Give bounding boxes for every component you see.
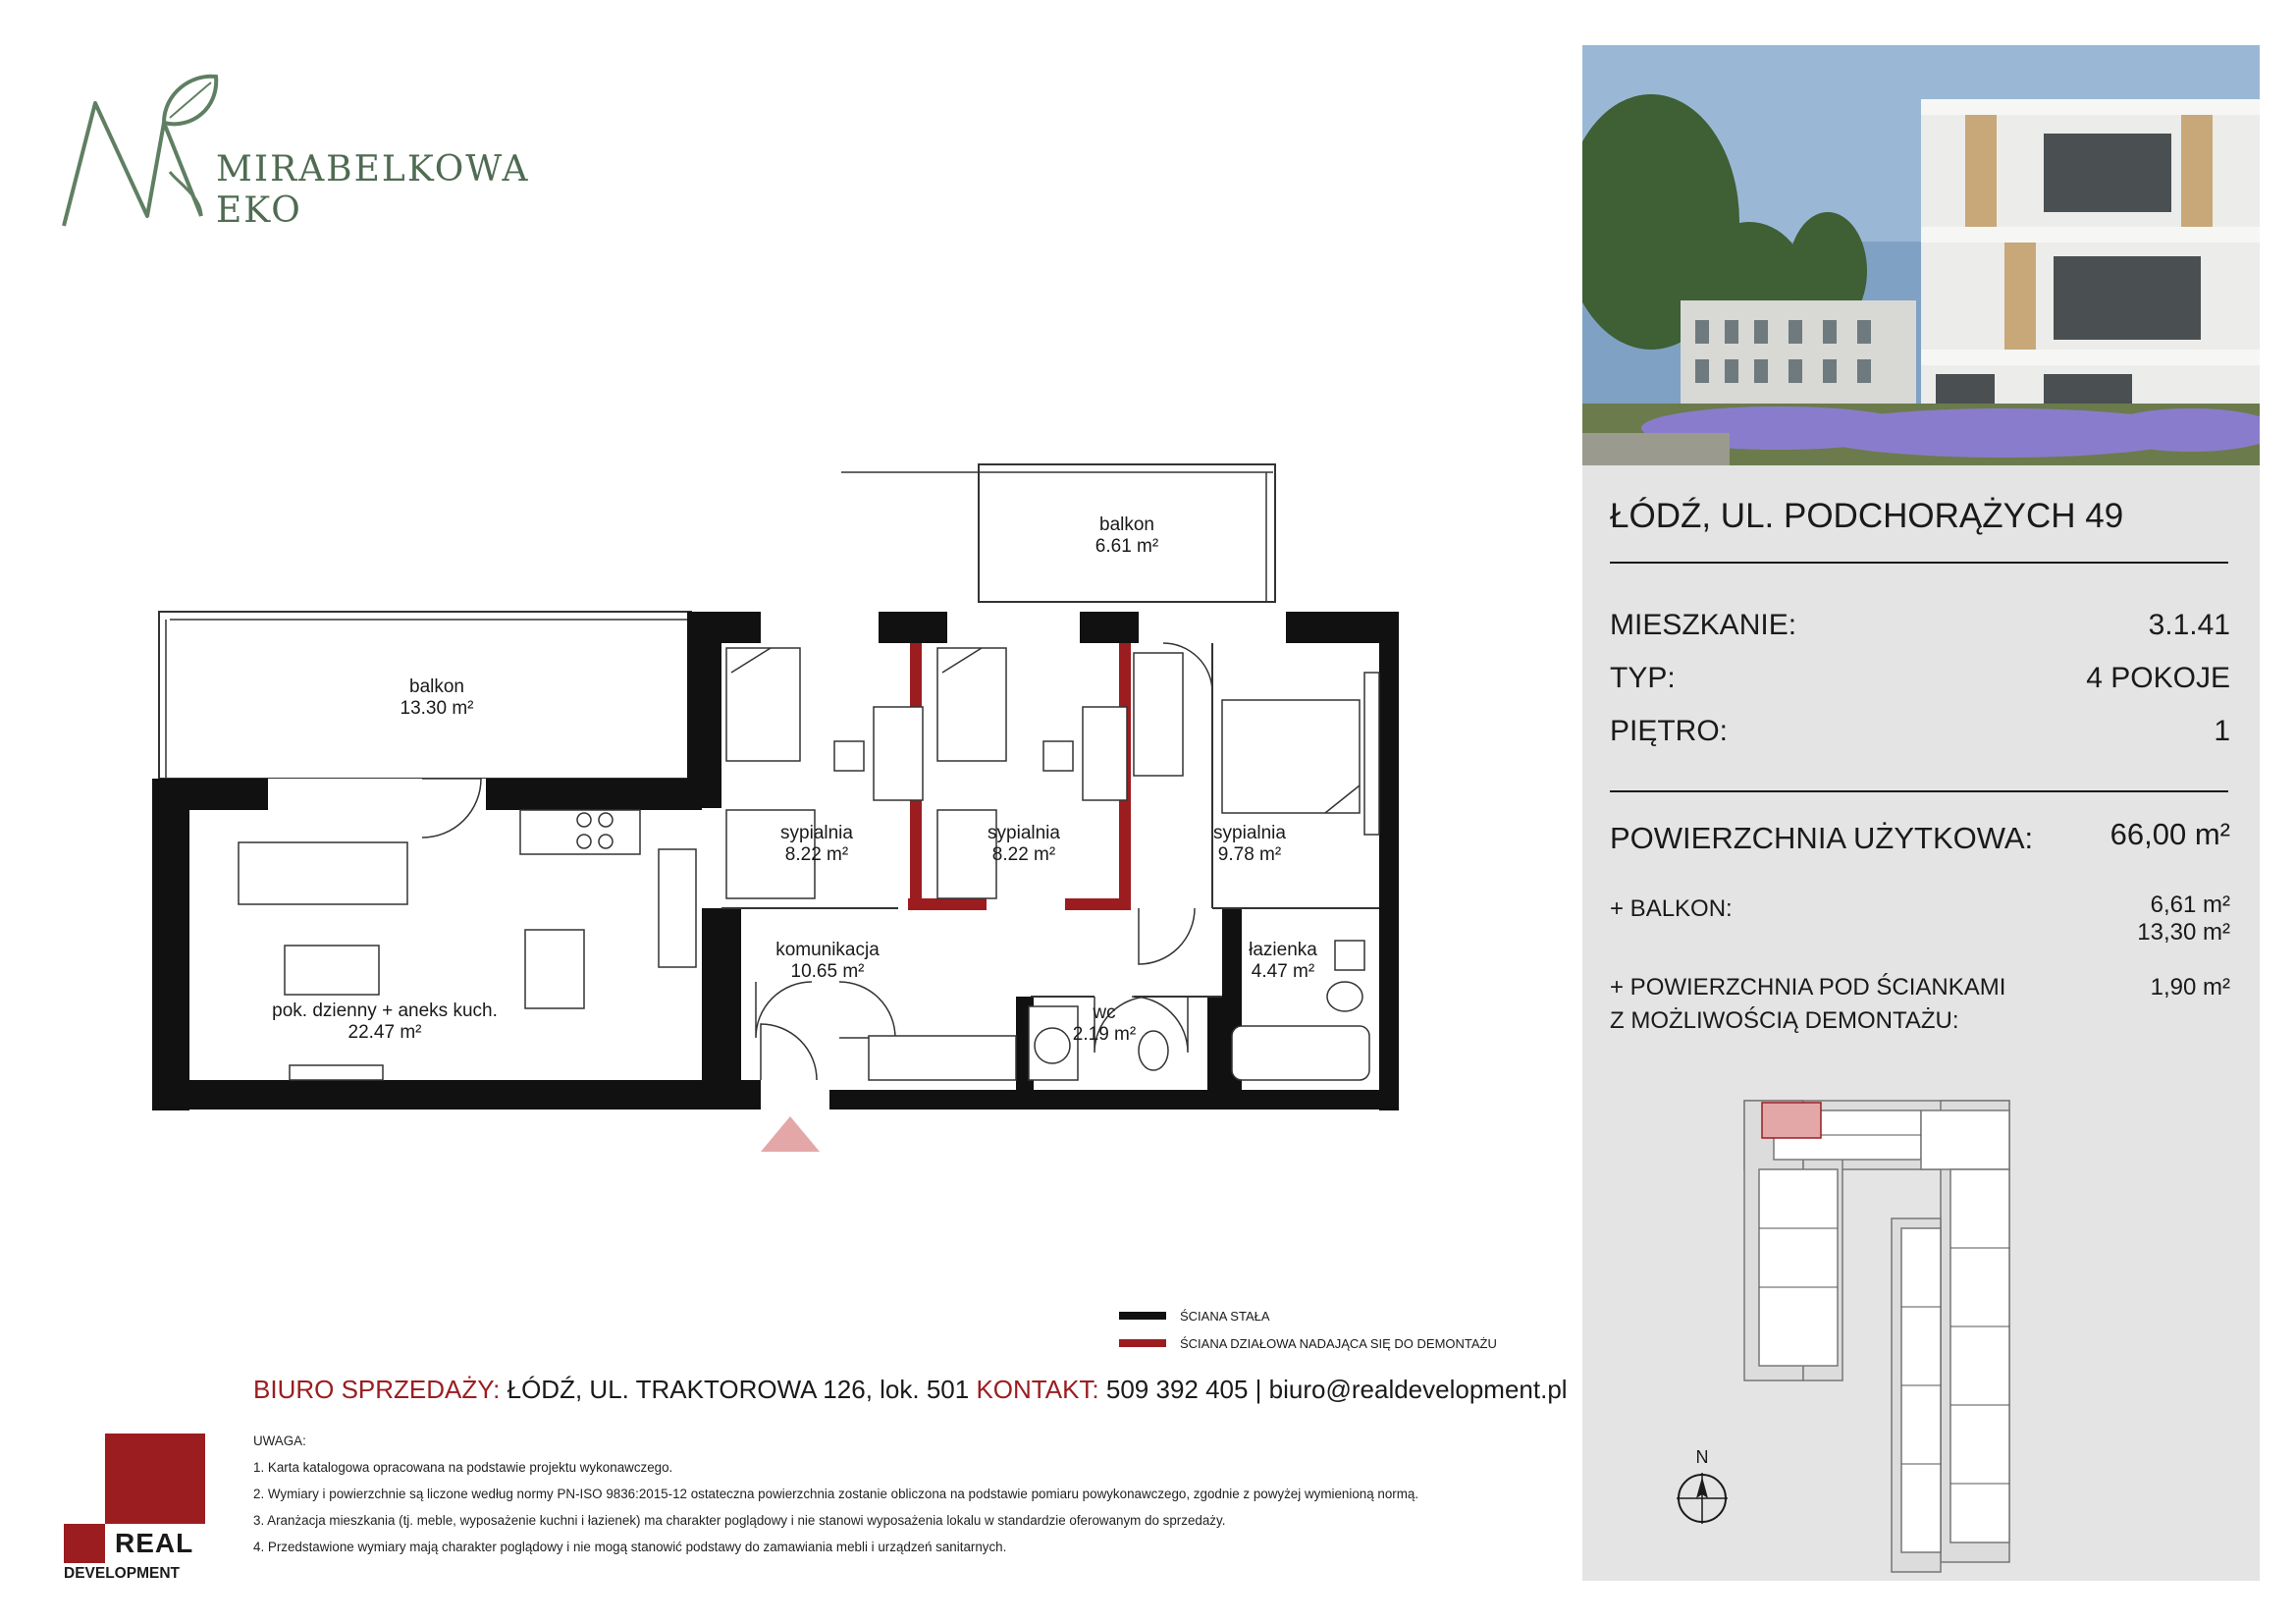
balcony-value-1: 6,61 m²: [2150, 892, 2230, 918]
logo-block-small: [64, 1524, 105, 1563]
room-name-sypialnia-2: sypialnia: [988, 823, 1060, 843]
contact-line: [253, 1375, 1568, 1405]
notes: [253, 1428, 1535, 1560]
room-name-lazienka: łazienka: [1249, 940, 1317, 960]
room-name-wc: wc: [1093, 1002, 1116, 1023]
apartment-highlight: [1762, 1103, 1821, 1138]
room-area-balkon-1: 13.30 m²: [400, 698, 474, 719]
brand-line-2: EKO: [216, 190, 302, 231]
apartment-value: 3.1.41: [2148, 609, 2230, 641]
building-photo: [1582, 45, 2260, 465]
logo-block-large: [105, 1434, 205, 1524]
brand-line-1: MIRABELKOWA: [216, 149, 530, 189]
divider: [1610, 790, 2228, 792]
legend-swatch-black: [1119, 1312, 1166, 1320]
room-name-balkon-1: balkon: [409, 676, 464, 697]
type-value: 4 POKOJE: [2086, 662, 2230, 694]
room-name-komunikacja: komunikacja: [775, 940, 880, 960]
room-area-sypialnia-2: 8.22 m²: [991, 844, 1056, 865]
usable-area-value: 66,00 m²: [2109, 817, 2230, 851]
under-walls-label-2: Z MOŻLIWOŚCIĄ DEMONTAŻU:: [1610, 1007, 1959, 1034]
balcony-right-outline: [841, 464, 1275, 602]
legend-label: ŚCIANA DZIAŁOWA NADAJĄCA SIĘ DO DEMONTAŻU: [1180, 1335, 1497, 1351]
room-area-living: 22.47 m²: [347, 1022, 422, 1043]
office-label: BIURO SPRZEDAŻY:: [253, 1375, 501, 1404]
floor-plan: [152, 447, 1409, 1154]
office-address: ŁÓDŹ, UL. TRAKTOROWA 126, lok. 501: [507, 1375, 970, 1404]
mirabelkowa-eko-logo: [54, 69, 530, 245]
contact-details[interactable]: 509 392 405 | biuro@realdevelopment.pl: [1105, 1375, 1568, 1404]
leaf-m-icon: [54, 69, 221, 245]
room-area-sypialnia-3: 9.78 m²: [1217, 844, 1282, 865]
floor-label: PIĘTRO:: [1610, 715, 1729, 747]
legend-swatch-red: [1119, 1339, 1166, 1347]
legend-fixed-wall: [1119, 1306, 1270, 1325]
notes-heading: UWAGA:: [253, 1434, 306, 1448]
address: ŁÓDŹ, UL. PODCHORĄŻYCH 49: [1610, 497, 2124, 535]
entrance-marker: [761, 1116, 820, 1152]
room-area-lazienka: 4.47 m²: [1251, 961, 1315, 982]
compass-icon: [1673, 1469, 1732, 1528]
room-area-balkon-2: 6.61 m²: [1095, 536, 1159, 557]
note-item: 2. Wymiary i powierzchnie są liczone według normy PN-ISO 9836:2015-12 ostateczna powierzchnia zostanie obliczona na podstawie pomiaru powykonawczego, zgodnie z powyżej wymienioną normą.: [253, 1487, 1419, 1501]
under-walls-value: 1,90 m²: [2150, 974, 2230, 1001]
note-item: 4. Przedstawione wymiary mają charakter poglądowy i nie mogą stanowić podstawy do zamawiania mebli i urządzeń sanitarnych.: [253, 1540, 1007, 1554]
room-name-balkon-2: balkon: [1099, 514, 1154, 535]
room-name-sypialnia-3: sypialnia: [1213, 823, 1286, 843]
balcony-label: + BALKON:: [1610, 895, 1733, 922]
balcony-value-2: 13,30 m²: [2137, 919, 2230, 946]
logo-word-real: REAL: [115, 1528, 194, 1558]
under-walls-label-1: + POWIERZCHNIA POD ŚCIANKAMI: [1610, 974, 2006, 1001]
real-development-logo: [64, 1434, 211, 1583]
room-name-living: pok. dzienny + aneks kuch.: [272, 1001, 498, 1021]
note-item: 1. Karta katalogowa opracowana na podstawie projektu wykonawczego.: [253, 1460, 673, 1475]
site-plan: [1735, 1091, 2117, 1582]
legend-label: ŚCIANA STAŁA: [1180, 1308, 1270, 1324]
room-area-wc: 2.19 m²: [1072, 1024, 1137, 1045]
note-item: 3. Aranżacja mieszkania (tj. meble, wyposażenie kuchni i łazienek) ma charakter poglądowy i nie stanowi wyposażenia lokalu w standardzie oferowanym do sprzedaży.: [253, 1513, 1226, 1528]
room-area-komunikacja: 10.65 m²: [790, 961, 865, 982]
floor-value: 1: [2214, 715, 2230, 747]
compass: [1673, 1447, 1732, 1526]
room-name-sypialnia-1: sypialnia: [780, 823, 853, 843]
logo-word-development: DEVELOPMENT: [64, 1565, 180, 1582]
legend-demountable-wall: [1119, 1333, 1497, 1353]
compass-label: N: [1695, 1447, 1709, 1467]
contact-label: KONTAKT:: [976, 1375, 1099, 1404]
room-area-sypialnia-1: 8.22 m²: [784, 844, 849, 865]
divider: [1610, 562, 2228, 564]
type-label: TYP:: [1610, 662, 1676, 694]
usable-area-label: POWIERZCHNIA UŻYTKOWA:: [1610, 821, 2034, 855]
apartment-label: MIESZKANIE:: [1610, 609, 1797, 641]
info-panel: [1582, 45, 2260, 1581]
